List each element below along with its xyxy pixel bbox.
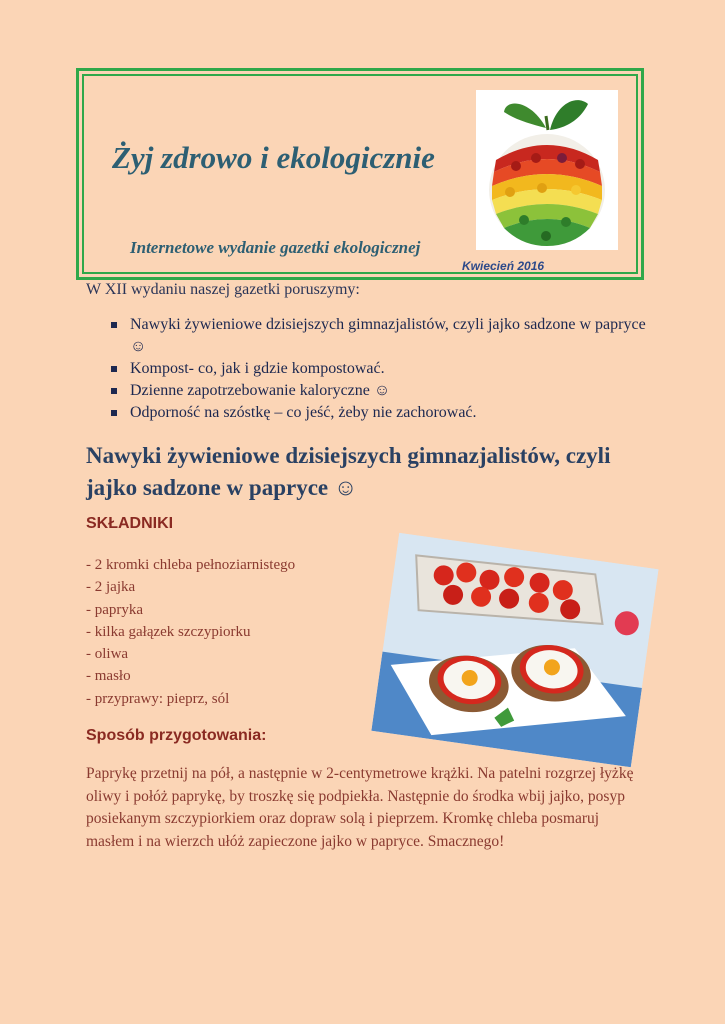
list-item: - 2 kromki chleba pełnoziarnistego	[86, 557, 296, 573]
masthead-inner-frame	[82, 74, 638, 274]
list-item: - 2 jajka	[86, 579, 136, 596]
fruit-vegetable-apple-icon	[476, 90, 618, 250]
topics-list	[110, 314, 650, 424]
list-item: Dzienne zapotrzebowanie kaloryczne ☺	[110, 380, 650, 402]
list-item: - masło	[86, 668, 131, 685]
article-heading: Nawyki żywieniowe dzisiejszych gimnazjalistów, czyli jajko sadzone w papryce ☺	[86, 443, 611, 500]
list-item: Odporność na szóstkę – co jeść, żeby nie zachorować.	[110, 402, 650, 424]
list-item: - kilka gałązek szczypiorku	[86, 623, 251, 640]
method-title: Sposób przygotowania:	[86, 727, 267, 744]
list-item: - papryka	[86, 601, 144, 618]
eggs-in-pepper-photo	[371, 533, 658, 768]
method-text: Paprykę przetnij na pół, a następnie w 2-centymetrowe krążki. Na patelni rozgrzej łyżkę oliwy i połóż paprykę, by troszkę się podpiekła. Następnie do środka wbij jajko, posyp posiekanym szczypiorkiem oraz dopraw solą i pieprzem. Kromkę chleba posmaruj masłem i na wierzch ułóż zapieczone jajko w papryce. Smacznego!	[86, 765, 634, 850]
ingredients-list	[86, 554, 295, 710]
issue-date: Kwiecień 2016	[462, 259, 545, 273]
masthead	[76, 68, 644, 280]
issue-intro: W XII wydaniu naszej gazetki poruszymy:	[86, 281, 360, 298]
list-item: - przyprawy: pieprz, sól	[86, 690, 230, 707]
list-item: - oliwa	[86, 646, 129, 663]
newsletter-subtitle: Internetowe wydanie gazetki ekologicznej	[130, 238, 421, 257]
ingredients-title: SKŁADNIKI	[86, 515, 174, 532]
list-item: Nawyki żywieniowe dzisiejszych gimnazjalistów, czyli jajko sadzone w papryce ☺	[110, 314, 650, 358]
list-item: Kompost- co, jak i gdzie kompostować.	[110, 358, 650, 380]
newsletter-title: Żyj zdrowo i ekologicznie	[112, 140, 435, 175]
